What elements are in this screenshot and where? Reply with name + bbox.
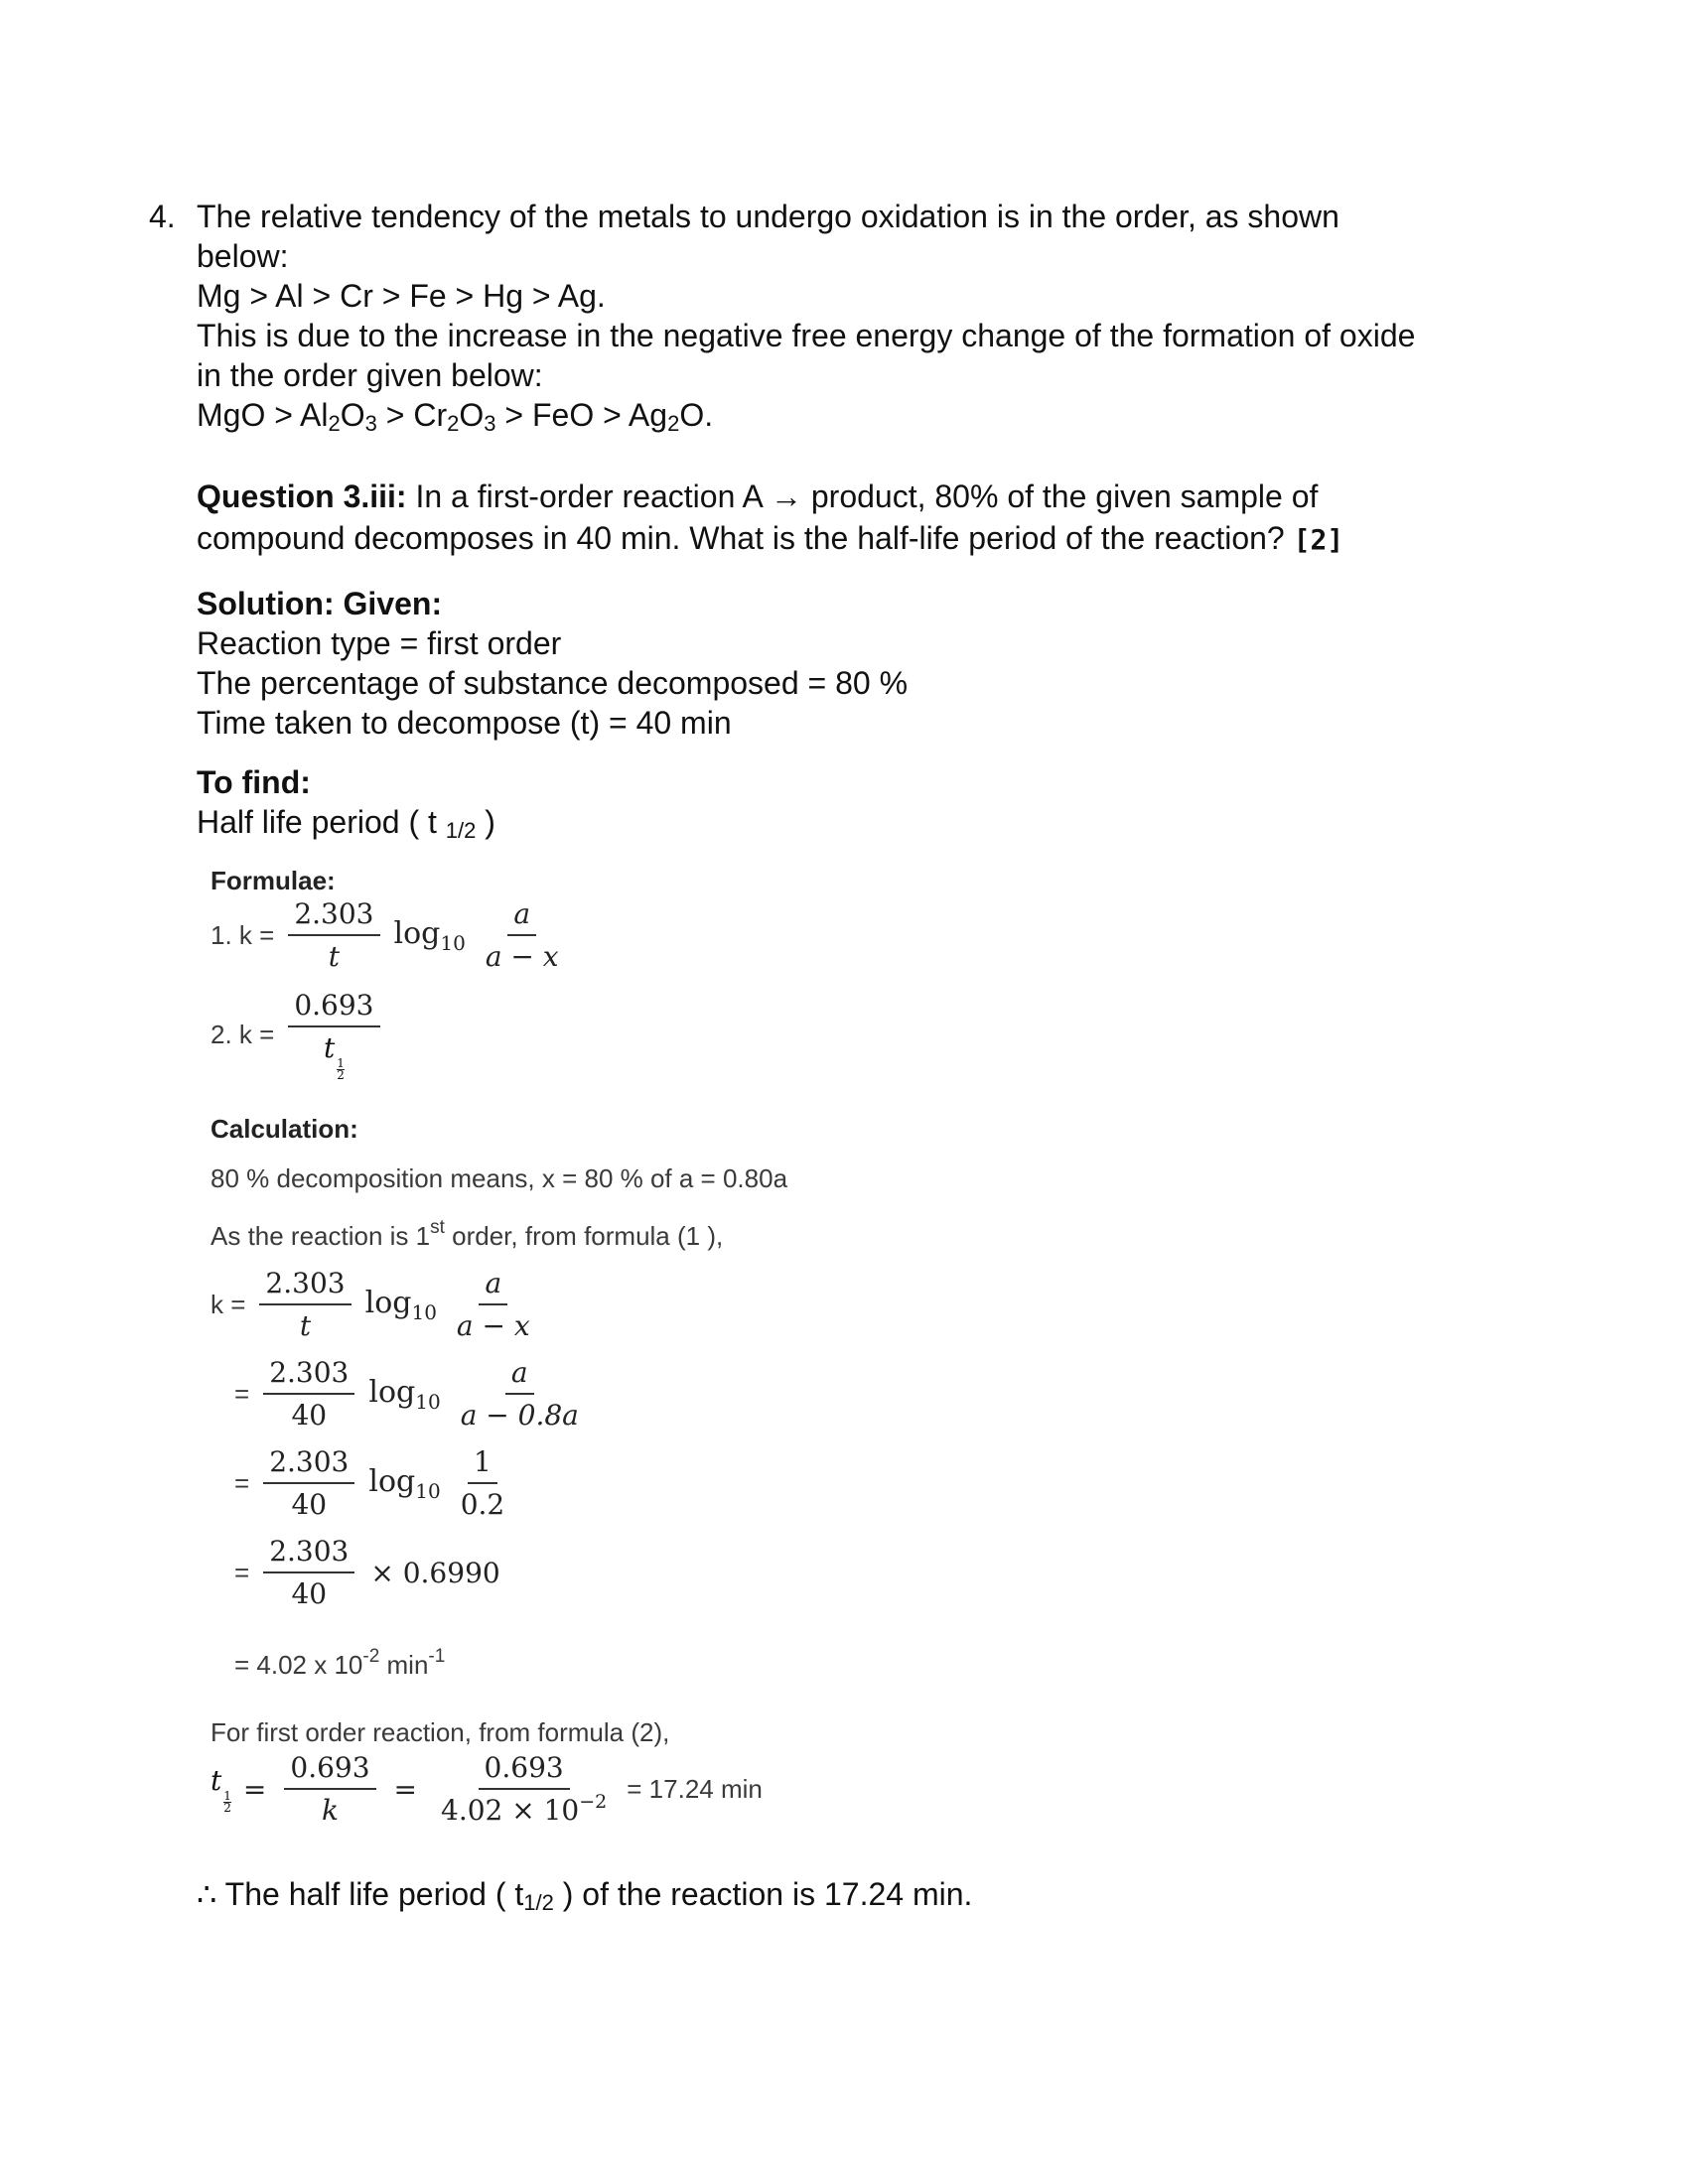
- calc-step-3: = $\frac{2.303}{40}$ $\log_{10}$ $\frac{1}{0.2}$: [234, 1445, 505, 1521]
- oxide-order: MgO > $Al_2O_3 > Cr_2O_3$ > FeO > $Ag_2O$.: [197, 397, 714, 436]
- question-line: [197, 518, 1343, 560]
- metal-order: Mg > Al > Cr > Fe > Hg > Ag.: [197, 278, 606, 314]
- list-number: 4.: [149, 199, 176, 234]
- rate-constant-result: = 4.02 x $10^{-2}$ $\min^{-1}$: [234, 1646, 446, 1680]
- question-line: [197, 477, 1318, 516]
- half-life-equation: t $\frac{1}{2}$ = $\frac{0.693}{k}$ = $\frac{0.693}{4.02 \times 10^{-2}}$ = 17.24 min: [211, 1751, 763, 1827]
- formulae-heading: Formulae:: [211, 866, 336, 895]
- given-item: The percentage of substance decomposed = 80 %: [197, 665, 909, 701]
- question-text: compound decomposes in 40 min. What is the half-life period of the reaction?: [197, 520, 1285, 556]
- calc-step-2: = $\frac{2.303}{40}$ $\log_{10}$ $\frac{a}{a - 0.8a}$: [234, 1356, 579, 1432]
- find-text: Half life period ( t $_{1/2}$ ): [197, 804, 495, 843]
- given-item: Reaction type = first order: [197, 625, 562, 661]
- conclusion: ∴ The half life period ( $t_{1/2}$ ) of the reaction is 17.24 min.: [197, 1876, 973, 1915]
- question-label: Question 3.iii:: [197, 478, 407, 514]
- paragraph-line: below:: [197, 238, 289, 274]
- marks-badge: [2]: [1293, 523, 1344, 556]
- paragraph-line: This is due to the increase in the negative free energy change of the formation of oxide: [197, 318, 1416, 353]
- calc-line: 80 % decomposition means, x = 80 % of a = 0.80a: [211, 1163, 788, 1193]
- calc-line: For first order reaction, from formula (2),: [211, 1717, 670, 1747]
- formula-1: 1. k = $\frac{2.303}{t}$ $\log_{10}$ $\frac{a}{a - x}$: [211, 897, 559, 973]
- given-item: Time taken to decompose (t) = 40 min: [197, 705, 732, 741]
- calc-step-1: k = $\frac{2.303}{t}$ $\log_{10}$ $\frac{a}{a - x}$: [211, 1267, 530, 1342]
- calc-step-4: = $\frac{2.303}{40}$ × 0.6990: [234, 1535, 500, 1610]
- paragraph-line: in the order given below:: [197, 357, 543, 393]
- find-heading: To find:: [197, 764, 311, 800]
- calc-line: As the reaction is 1st order, from formula (1 ),: [211, 1217, 724, 1251]
- calculation-heading: Calculation:: [211, 1114, 358, 1144]
- question-text: In a first-order reaction A → product, 80% of the given sample of: [406, 478, 1319, 514]
- paragraph-line: The relative tendency of the metals to undergo oxidation is in the order, as shown: [197, 199, 1339, 234]
- solution-heading: Solution: Given:: [197, 586, 443, 621]
- formula-2: 2. k = 0.693 t $\frac{1}{2}$: [211, 989, 386, 1081]
